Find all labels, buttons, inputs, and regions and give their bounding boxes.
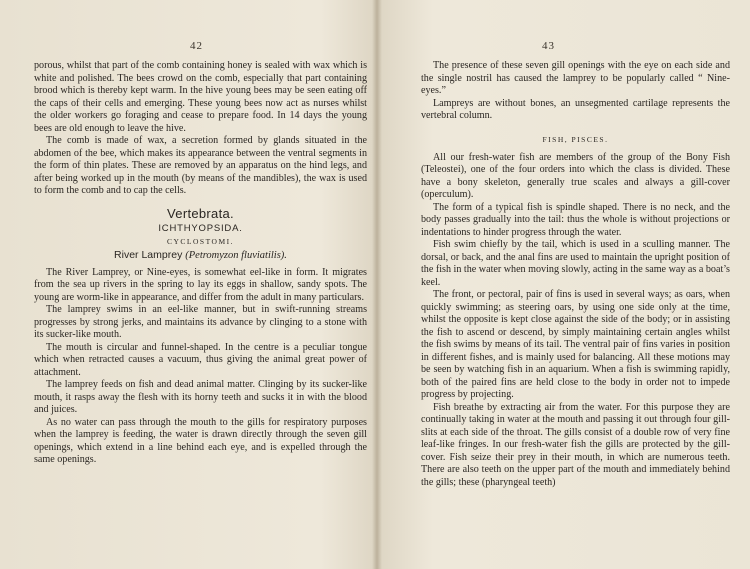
- heading-fish-pisces: FISH, PISCES.: [542, 134, 609, 144]
- paragraph: Fish swim chiefly by the tail, which is used in a sculling manner. The dorsal, or back, and the anal fins are used to maintain the upright position of the fish in the water when moving slowly, acting in the same way as a boat’s keel.: [421, 239, 730, 288]
- page-number-right: 43: [542, 40, 555, 52]
- book-gutter: [372, 0, 382, 569]
- page-number-left: 42: [190, 40, 203, 52]
- heading-lamprey-name: River Lamprey: [114, 248, 183, 261]
- paragraph: Fish breathe by extracting air from the water. For this purpose they are continually taking in water at the mouth and passing it out through four gill-slits at each side of the throat. The gills consist of a double row of very fine leaf-like fringes. In our fresh-water fish the gills are protected by the gill-cover. Fish seize their prey in their mouth, in which are numerous teeth. There are also teeth on the upper part of the mouth and immediately behind the gills; these (pharyngeal teeth): [421, 401, 730, 488]
- heading-vertebrata: Vertebrata.: [167, 205, 234, 221]
- paragraph: porous, whilst that part of the comb containing honey is sealed with wax which is white and polished. The bees crowd on the comb, especially that part containing brood which is thereby kept warm. In the hive young bees may be seen eating off the caps of their cells and emerging. These young bees now act as nurses whilst the older workers go foraging and cease to prepare food. In 14 days the young bees are old enough to leave the hive.: [34, 60, 367, 134]
- paragraph: The presence of these seven gill openings with the eye on each side and the single nostril has caused the lamprey to be popularly called “ Nine-eyes.”: [421, 60, 730, 96]
- right-page: [377, 0, 750, 569]
- paragraph: The River Lamprey, or Nine-eyes, is somewhat eel-like in form. It migrates from the sea up rivers in the spring to lay its eggs in shallow, sandy spots. The young are worm-like in appearance, and differ from the adult in many particulars.: [34, 266, 367, 303]
- heading-cyclostomi: CYCLOSTOMI.: [167, 236, 234, 246]
- paragraph: The lamprey feeds on fish and dead animal matter. Clinging by its sucker-like mouth, it rasps away the flesh with its horny teeth and sucks it in with the blood and juices.: [34, 379, 367, 415]
- heading-river-lamprey: [34, 249, 367, 261]
- heading-lamprey-latin: (Petromyzon fluviatilis).: [185, 249, 287, 261]
- paragraph: All our fresh-water fish are members of the group of the Bony Fish (Teleostei), one of the four orders into which the class is divided. These have a bony skeleton, generally true scales and always a gill-cover (operculum).: [421, 151, 730, 200]
- paragraph: The comb is made of wax, a secretion formed by glands situated in the abdomen of the bee, which makes its appearance between the ventral segments in the form of thin plates. These are removed by an apparatus on the hind legs, and after being worked up in the mouth (by means of the mandibles), the wax is used to form the comb and to cap the cells.: [34, 135, 367, 196]
- paragraph: The form of a typical fish is spindle shaped. There is no neck, and the body passes gradually into the tail: thus the whole is without projections or indentations to hinder progress through the water.: [421, 201, 730, 238]
- paragraph: The lamprey swims in an eel-like manner, but in swift-running streams progresses by strong jerks, and maintains its advance by clinging to a stone with its sucker-like mouth.: [34, 304, 367, 340]
- paragraph: Lampreys are without bones, an unsegmented cartilage represents the vertebral column.: [421, 97, 730, 121]
- paragraph: The front, or pectoral, pair of fins is used in several ways; as oars, when quickly swimming; as steering oars, by using one side only at the time, whilst the opposite is kept close against the side of the body; or in assisting the fish to ascend or descend, by simply maintaining certain angles whilst the fish swims by means of its tail. The ventral pair of fins varies in position in different fishes, and is mainly used for balancing. All these motions may be seen by watching fish in an aquarium. When a fish is swimming rapidly, both of the paired fins are held close to the body in order not to impede progress by projecting.: [421, 289, 730, 400]
- heading-ichthyopsida: ICHTHYOPSIDA.: [158, 222, 243, 234]
- paragraph: The mouth is circular and funnel-shaped. In the centre is a peculiar tongue which when retracted causes a vacuum, thus giving the animal great power of attachment.: [34, 341, 367, 378]
- paragraph: As no water can pass through the mouth to the gills for respiratory purposes when the lamprey is feeding, the water is drawn directly through the seven gill openings, which extend in a line behind each eye, and is expelled through the same openings.: [34, 416, 367, 465]
